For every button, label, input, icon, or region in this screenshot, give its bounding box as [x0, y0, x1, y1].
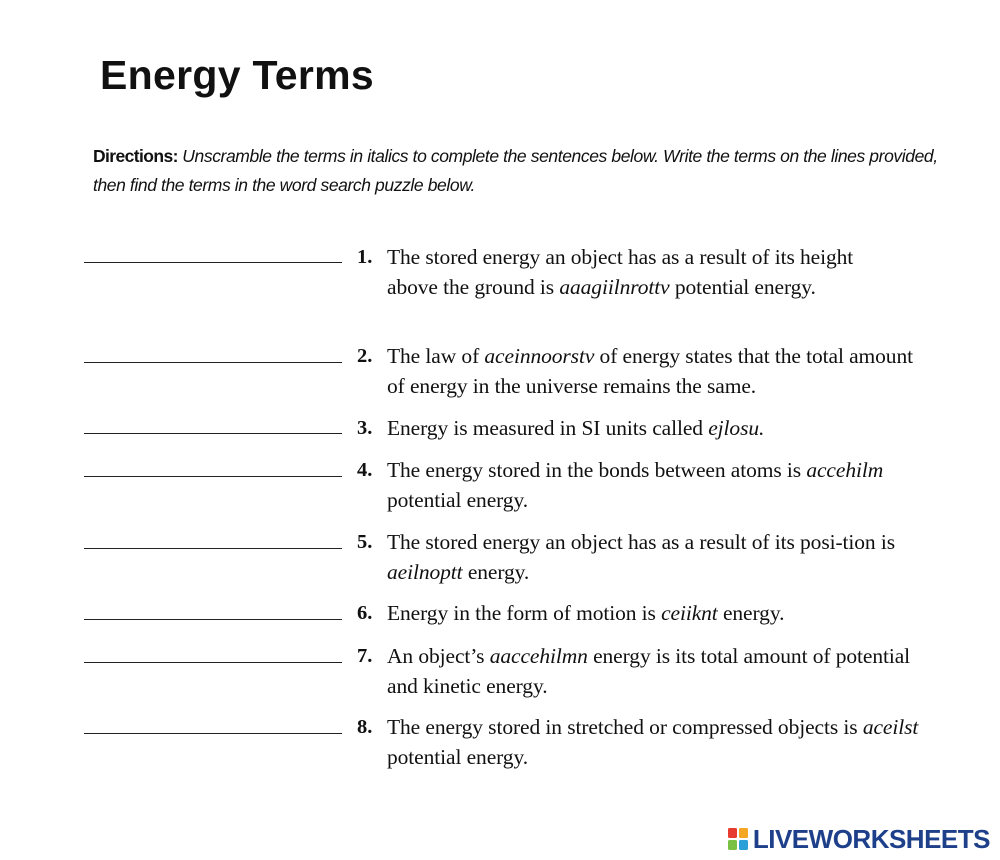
question-text-before: An object’s	[387, 644, 490, 668]
answer-line-6[interactable]	[84, 619, 342, 620]
question-number: 8.	[357, 716, 373, 738]
question-number: 5.	[357, 531, 373, 553]
question-number: 6.	[357, 602, 373, 624]
page-title: Energy Terms	[100, 52, 375, 98]
scrambled-term: aeilnoptt	[387, 559, 463, 584]
answer-line-4[interactable]	[84, 476, 342, 477]
scrambled-term: aceilst	[862, 715, 919, 739]
question-text-after: energy.	[717, 601, 785, 625]
question-text	[387, 528, 932, 587]
scrambled-term: aaagiilnrottv	[559, 274, 670, 299]
question-text-after: potential energy.	[387, 744, 528, 769]
question-text-after: energy.	[462, 559, 530, 584]
answer-line-2[interactable]	[84, 362, 342, 363]
directions	[93, 142, 943, 200]
question-text	[387, 243, 877, 302]
question-text	[387, 642, 917, 701]
question-text-before: The energy stored in the bonds between atoms is	[387, 458, 807, 482]
question-text-after: potential energy.	[387, 487, 528, 512]
question-number: 3.	[357, 417, 373, 439]
answer-line-8[interactable]	[84, 733, 342, 734]
answer-line-3[interactable]	[84, 433, 342, 434]
liveworksheets-logo-icon	[727, 827, 749, 851]
question-text-after: of energy states that the total amount of energy in the universe remains the same.	[387, 344, 913, 398]
scrambled-term: aaccehilmn	[489, 644, 588, 668]
scrambled-term: accehilm	[806, 458, 884, 482]
question-number: 1.	[357, 246, 373, 268]
question-text	[387, 456, 887, 515]
question-text	[387, 342, 932, 401]
question-text-before: Energy in the form of motion is	[387, 601, 662, 625]
question-text-before: The stored energy an object has as a result of its height above the ground is	[387, 245, 854, 299]
answer-line-1[interactable]	[84, 262, 342, 263]
question-text-before: The stored energy an object has as a result of its posi-tion is	[387, 530, 895, 554]
scrambled-term: aceinnoorstv	[484, 344, 595, 368]
question-text	[387, 414, 935, 444]
question-text-after: potential energy.	[669, 274, 816, 299]
question-text-before: The energy stored in stretched or compressed objects is	[387, 715, 863, 739]
watermark-text: LIVEWORKSHEETS	[752, 823, 990, 854]
scrambled-term: ejlosu.	[708, 416, 765, 440]
question-text	[387, 599, 935, 629]
answer-line-5[interactable]	[84, 548, 342, 549]
question-text-before: Energy is measured in SI units called	[387, 416, 709, 440]
answer-line-7[interactable]	[84, 662, 342, 663]
liveworksheets-watermark	[727, 824, 990, 854]
question-number: 4.	[357, 459, 373, 481]
question-number: 2.	[357, 345, 373, 367]
directions-label: Directions:	[93, 146, 178, 166]
directions-text: Unscramble the terms in italics to complete the sentences below. Write the terms on the lines provided, then find the terms in the word search puzzle below.	[93, 146, 938, 195]
question-text-after: energy is its total amount of potential and kinetic energy.	[387, 644, 911, 698]
scrambled-term: ceiiknt	[661, 601, 718, 625]
question-text	[387, 713, 935, 772]
question-number: 7.	[357, 645, 373, 667]
question-text-before: The law of	[387, 344, 485, 368]
